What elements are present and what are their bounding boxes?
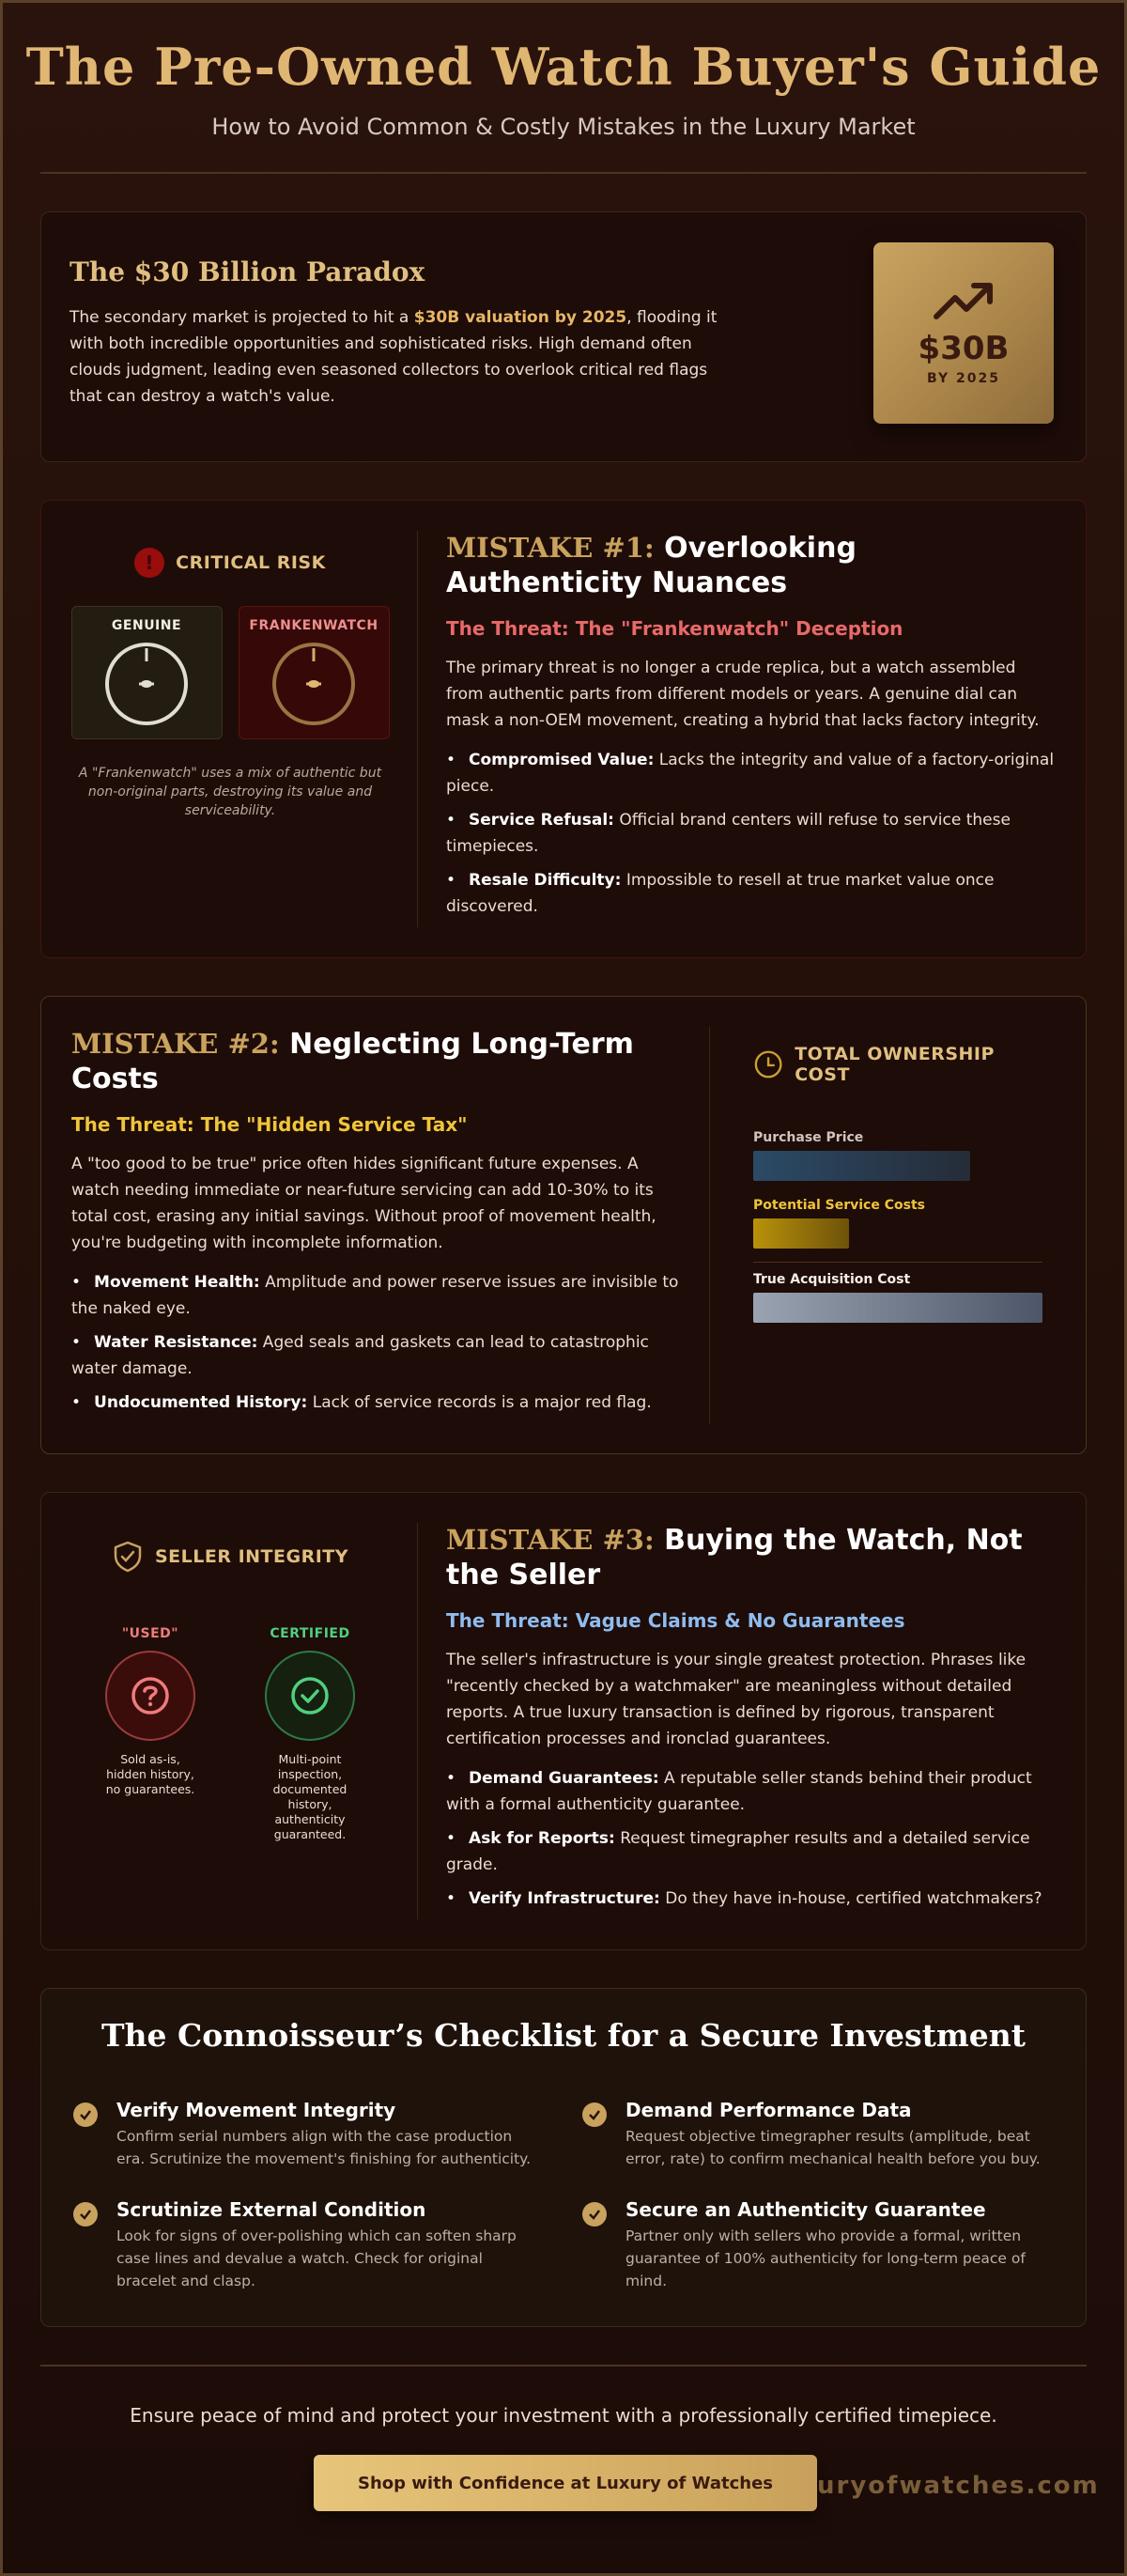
intro-body [69, 304, 718, 410]
stat-value: $30B [918, 329, 1010, 367]
footer-divider [40, 2365, 1087, 2367]
seller-integrity-label: SELLER INTEGRITY [154, 1546, 349, 1567]
mistake-1-threat: The Threat: The "Frankenwatch" Deception [446, 617, 903, 640]
watch-comparison [71, 606, 390, 739]
seller-comparison [105, 1626, 355, 1842]
stat-label: BY 2025 [927, 370, 1000, 386]
checklist-item [582, 2198, 1054, 2292]
bar-label: Potential Service Costs [753, 1198, 925, 1213]
cost-bar-chart [753, 1113, 1042, 1323]
checklist-item [73, 2198, 545, 2292]
checklist-item [73, 2099, 545, 2170]
bullet-label: Ask for Reports: [469, 1829, 615, 1848]
check-icon [582, 2202, 607, 2227]
mistake-2-body: A "too good to be true" price often hides significant future expenses. A watch needing immediate or near-future servicing can add 10-30% to its total cost, erasing any initial savings. Without proof of movement health, you're budgeting with incomplete information. [71, 1155, 656, 1252]
intro-title: The $30 Billion Paradox [69, 256, 425, 287]
bar-label: True Acquisition Cost [753, 1272, 911, 1287]
site-watermark: uryofwatches.com [817, 2472, 1100, 2500]
mistake-1-card [40, 500, 1087, 958]
page-header [3, 3, 1124, 174]
bar-label: Purchase Price [753, 1130, 864, 1145]
mistake-2-title [71, 1027, 681, 1096]
intro-body-start: The secondary market is projected to hit a [69, 308, 414, 327]
checklist-card [40, 1988, 1087, 2327]
certified-tag: CERTIFIED [270, 1626, 350, 1641]
list-item [71, 1269, 681, 1322]
check-icon [73, 2103, 98, 2127]
checklist-grid [73, 2099, 1054, 2292]
checklist-item-title: Demand Performance Data [625, 2099, 912, 2121]
list-item [446, 1885, 1058, 1912]
checklist-item-title: Verify Movement Integrity [116, 2099, 396, 2121]
bullet-text: Request timegrapher results and a detailed service grade. [446, 1829, 1030, 1874]
bullet-label: Resale Difficulty: [469, 871, 622, 890]
header-divider [40, 172, 1087, 174]
page-footer [3, 2365, 1124, 2513]
bullet-label: Water Resistance: [94, 1333, 258, 1352]
frankenwatch-label: FRANKENWATCH [249, 618, 378, 633]
genuine-label: GENUINE [111, 618, 182, 633]
ownership-cost-panel [710, 1027, 1086, 1423]
intro-body-end: , flooding it with both incredible opportunities and sophisticated risks. High demand often clouds judgment, leading even seasoned collectors to overlook critical red flags that can destroy a watch's value. [69, 308, 718, 406]
certified-description: Multi-point inspection, documented history, authenticity guaranteed. [272, 1752, 347, 1841]
bullet-text: Official brand centers will refuse to service these timepieces. [446, 811, 1011, 856]
mistake-3-title [446, 1523, 1058, 1592]
mistake-2-bullets [71, 1269, 681, 1416]
question-icon [130, 1675, 171, 1716]
shield-check-icon [112, 1540, 144, 1574]
check-icon [73, 2202, 98, 2227]
footer-text: Ensure peace of mind and protect your investment with a professionally certified timepiece. [130, 2404, 997, 2427]
bullet-label: Service Refusal: [469, 811, 614, 830]
check-icon [582, 2103, 607, 2127]
bullet-text: Lacks the integrity and value of a factory-original piece. [446, 751, 1055, 796]
chart-divider [753, 1262, 1042, 1263]
ownership-cost-label: TOTAL OWNERSHIP COST [795, 1044, 995, 1085]
mistake-number: MISTAKE #2: [71, 1028, 280, 1060]
mistake-number: MISTAKE #3: [446, 1524, 655, 1556]
seller-integrity-panel [41, 1523, 417, 1919]
ownership-cost-heading [753, 1044, 1042, 1085]
bullet-label: Verify Infrastructure: [469, 1889, 660, 1908]
list-item [71, 1329, 681, 1382]
bullet-label: Compromised Value: [469, 751, 655, 769]
used-tag: "USED" [121, 1626, 179, 1641]
bullet-text: Impossible to resell at true market value once discovered. [446, 871, 995, 916]
mistake-3-bullets [446, 1765, 1058, 1912]
genuine-watch-box [71, 606, 223, 739]
checklist-item-desc: Request objective timegrapher results (amplitude, beat error, rate) to confirm mechanical health before you buy. [625, 2128, 1041, 2167]
certified-badge [265, 1651, 355, 1741]
mistake-1-body: The primary threat is no longer a crude replica, but a watch assembled from authentic parts from different models or years. A genuine dial can mask a non-OEM movement, creating a hybrid that lacks factory integrity. [446, 659, 1040, 730]
page-subtitle: How to Avoid Common & Costly Mistakes in the Luxury Market [211, 114, 916, 140]
used-description: Sold as-is, hidden history, no guarantees. [105, 1752, 195, 1796]
mistake-number: MISTAKE #1: [446, 532, 655, 564]
used-seller [105, 1626, 195, 1842]
frankenwatch-caption: A "Frankenwatch" uses a mix of authentic but non-original parts, destroying its value and serviceability. [78, 766, 382, 818]
critical-risk-panel [41, 531, 417, 927]
mistake-title-text: Neglecting Long-Term Costs [71, 1028, 634, 1095]
mistake-title-text: Buying the Watch, Not the Seller [446, 1524, 1023, 1591]
intro-highlight: $30B valuation by 2025 [413, 308, 627, 327]
critical-risk-heading [134, 548, 326, 578]
used-badge [105, 1651, 195, 1741]
frankenwatch-box [239, 606, 390, 739]
list-item [446, 807, 1058, 860]
checklist-item-desc: Confirm serial numbers align with the case production era. Scrutinize the movement's finishing for authenticity. [116, 2128, 532, 2167]
true-cost-bar [753, 1293, 1042, 1323]
clock-icon [753, 1048, 783, 1080]
bullet-label: Movement Health: [94, 1273, 260, 1292]
page-title: The Pre-Owned Watch Buyer's Guide [25, 37, 1102, 97]
stat-box [873, 242, 1054, 424]
bullet-text: Do they have in-house, certified watchmakers? [659, 1889, 1042, 1908]
watch-dial-icon [269, 639, 359, 729]
certified-seller [265, 1626, 355, 1842]
check-circle-icon [289, 1675, 331, 1716]
mistake-3-card [40, 1492, 1087, 1950]
bullet-label: Demand Guarantees: [469, 1769, 659, 1788]
checklist-item-desc: Partner only with sellers who provide a formal, written guarantee of 100% authenticity for long-term peace of mind. [625, 2227, 1026, 2289]
mistake-2-content [41, 1027, 709, 1423]
list-item [71, 1389, 681, 1416]
checklist-title: The Connoisseur’s Checklist for a Secure Investment [100, 2017, 1027, 2054]
purchase-price-bar [753, 1151, 970, 1181]
bullet-text: A reputable seller stands behind their product with a formal authenticity guarantee. [446, 1769, 1032, 1814]
list-item [446, 1765, 1058, 1818]
mistake-title-text: Overlooking Authenticity Nuances [446, 532, 857, 599]
mistake-3-threat: The Threat: Vague Claims & No Guarantees [446, 1609, 905, 1632]
shop-cta-button[interactable]: Shop with Confidence at Luxury of Watches [314, 2455, 817, 2511]
checklist-item [582, 2099, 1054, 2170]
checklist-item-title: Secure an Authenticity Guarantee [625, 2198, 986, 2221]
checklist-item-desc: Look for signs of over-polishing which can soften sharp case lines and devalue a watch. Check for original bracelet and clasp. [116, 2227, 517, 2289]
bullet-text: Lack of service records is a major red flag. [307, 1393, 652, 1412]
mistake-3-body: The seller's infrastructure is your single greatest protection. Phrases like "recently checked by a watchmaker" are meaningless without detailed reports. A true luxury transaction is defined by rigorous, transparent certification processes and ironclad guarantees. [446, 1651, 1027, 1748]
mistake-1-title [446, 531, 1058, 600]
bullet-label: Undocumented History: [94, 1393, 308, 1412]
list-item [446, 747, 1058, 799]
checklist-item-title: Scrutinize External Condition [116, 2198, 426, 2221]
mistake-2-card [40, 996, 1087, 1454]
list-item [446, 867, 1058, 920]
mistake-1-bullets [446, 747, 1058, 920]
list-item [446, 1825, 1058, 1878]
mistake-3-content [418, 1523, 1086, 1919]
watch-dial-icon [101, 639, 192, 729]
bullet-text: Amplitude and power reserve issues are invisible to the naked eye. [71, 1273, 679, 1318]
cta-area [3, 2455, 1124, 2513]
seller-integrity-heading [112, 1540, 348, 1574]
intro-card [40, 211, 1087, 462]
mistake-1-content [418, 531, 1086, 927]
critical-risk-label: CRITICAL RISK [176, 552, 326, 573]
mistake-2-threat: The Threat: The "Hidden Service Tax" [71, 1113, 468, 1136]
bullet-text: Aged seals and gaskets can lead to catastrophic water damage. [71, 1333, 649, 1378]
trending-up-icon [933, 281, 995, 322]
intro-text [69, 256, 718, 410]
service-costs-bar [753, 1218, 849, 1249]
alert-icon: ! [134, 548, 164, 578]
